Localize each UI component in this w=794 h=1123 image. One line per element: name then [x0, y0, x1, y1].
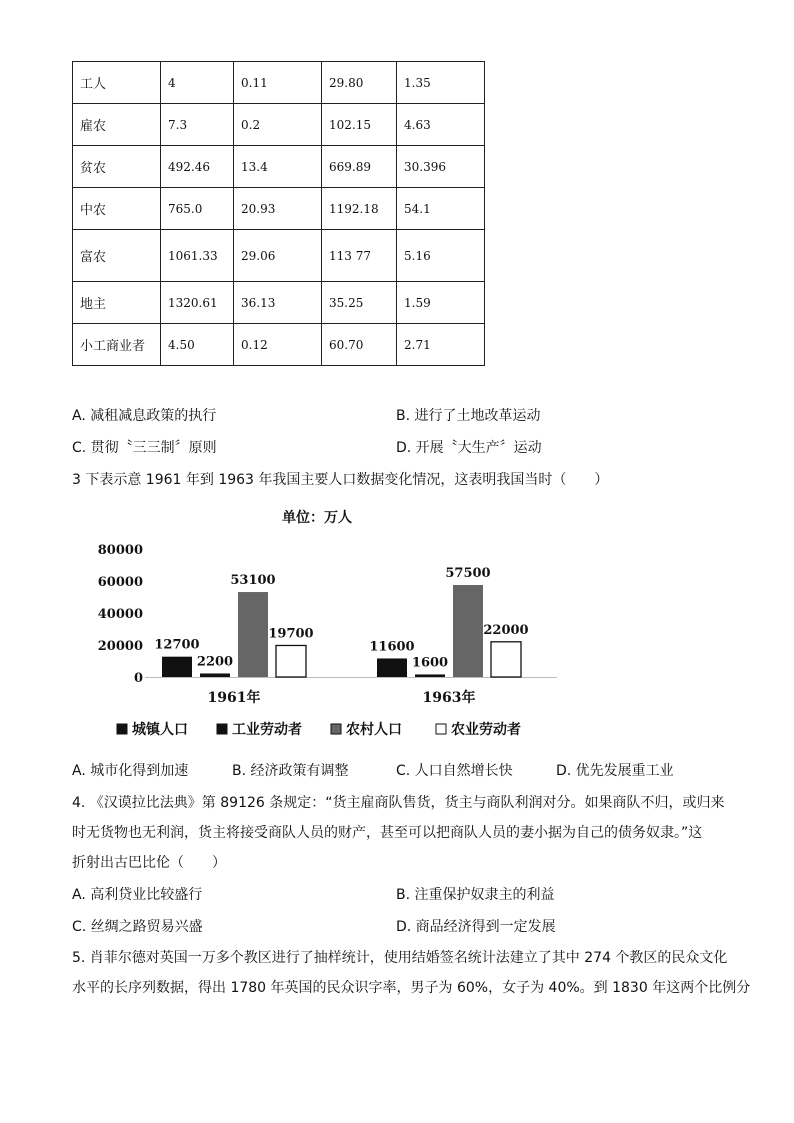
data-label: 2200 — [196, 654, 234, 670]
q4-option-a: A. 高利贷业比较盛行 — [72, 887, 203, 903]
table-cell: 4.63 — [397, 104, 485, 146]
y-tick-label: 80000 — [97, 543, 143, 558]
table-row — [73, 282, 485, 324]
data-label: 53100 — [230, 573, 276, 589]
table-row — [73, 62, 485, 104]
q3-option-c: C. 人口自然增长快 — [396, 763, 513, 779]
data-label: 11600 — [369, 639, 415, 655]
legend-label: 农村人口 — [346, 722, 402, 738]
table-row-label: 富农 — [73, 230, 161, 282]
data-label: 22000 — [483, 622, 529, 638]
q2-option-a: A. 减租减息政策的执行 — [72, 408, 217, 424]
q4-option-b: B. 注重保护奴隶主的利益 — [396, 887, 555, 903]
legend-label: 城镇人口 — [132, 722, 188, 738]
table-cell: 4.50 — [161, 324, 234, 366]
table-cell: 36.13 — [234, 282, 322, 324]
y-tick-label: 40000 — [97, 607, 143, 622]
q5-stem-line-2: 水平的长序列数据，得出 1780 年英国的民众识字率，男子为 60%，女子为 40%。到 1830 年这两个比例分 — [72, 980, 751, 996]
y-tick-label: 20000 — [97, 639, 143, 654]
data-label: 19700 — [268, 626, 314, 642]
data-label: 57500 — [445, 566, 491, 581]
table-row — [73, 146, 485, 188]
table-cell: 1061.33 — [161, 230, 234, 282]
table-cell: 1192.18 — [322, 188, 397, 230]
chart-title: 单位：万人 — [282, 510, 352, 526]
legend-swatch — [117, 724, 127, 734]
x-tick-label: 1961年 — [207, 690, 261, 706]
table-row-label: 中农 — [73, 188, 161, 230]
table-cell: 1.35 — [397, 62, 485, 104]
y-tick-label: 60000 — [97, 575, 143, 590]
table-cell: 20.93 — [234, 188, 322, 230]
data-label: 1600 — [411, 655, 449, 671]
legend-swatch — [331, 724, 341, 734]
bar — [162, 657, 192, 677]
table-cell: 669.89 — [322, 146, 397, 188]
table-cell: 0.11 — [234, 62, 322, 104]
q4-stem-line-1: 4. 《汉谟拉比法典》第 89126 条规定：“货主雇商队售货，货主与商队利润对分。如果商队不归，或归来 — [72, 795, 725, 811]
table-row-label: 工人 — [73, 62, 161, 104]
data-table-container — [72, 61, 485, 366]
table-cell: 30.396 — [397, 146, 485, 188]
bar — [200, 673, 230, 677]
legend-swatch — [436, 724, 446, 734]
q5-stem-line-1: 5. 肖菲尔德对英国一万多个教区进行了抽样统计，使用结婚签名统计法建立了其中 274 个教区的民众文化 — [72, 950, 728, 966]
table-cell: 29.06 — [234, 230, 322, 282]
legend-swatch — [217, 724, 227, 734]
table-cell: 7.3 — [161, 104, 234, 146]
table-cell: 35.25 — [322, 282, 397, 324]
bar — [491, 642, 521, 677]
population-land-table — [72, 61, 485, 366]
table-cell: 4 — [161, 62, 234, 104]
table-cell: 54.1 — [397, 188, 485, 230]
table-row — [73, 230, 485, 282]
table-cell: 60.70 — [322, 324, 397, 366]
legend-label: 农业劳动者 — [451, 722, 521, 738]
table-cell: 492.46 — [161, 146, 234, 188]
bar — [453, 585, 483, 677]
q3-option-b: B. 经济政策有调整 — [232, 763, 349, 779]
table-row — [73, 104, 485, 146]
data-label: 12700 — [154, 637, 200, 653]
table-cell: 1320.61 — [161, 282, 234, 324]
bar — [276, 645, 306, 677]
q3-option-d: D. 优先发展重工业 — [556, 763, 674, 779]
y-tick-label: 0 — [133, 671, 143, 686]
table-row-label: 贫农 — [73, 146, 161, 188]
table-cell: 0.12 — [234, 324, 322, 366]
q4-option-c: C. 丝绸之路贸易兴盛 — [72, 919, 203, 935]
table-cell: 13.4 — [234, 146, 322, 188]
q4-option-d: D. 商品经济得到一定发展 — [396, 919, 556, 935]
table-row-label: 雇农 — [73, 104, 161, 146]
bar — [377, 658, 407, 677]
legend-label: 工业劳动者 — [232, 722, 302, 738]
population-bar-chart — [60, 500, 580, 750]
table-row-label: 小工商业者 — [73, 324, 161, 366]
q4-stem-line-3: 折射出古巴比伦（ ） — [72, 855, 226, 871]
q4-stem-line-2: 时无货物也无利润，货主将接受商队人员的财产，甚至可以把商队人员的妻小据为自己的债务奴隶。”这 — [72, 825, 703, 841]
table-cell: 0.2 — [234, 104, 322, 146]
table-cell: 5.16 — [397, 230, 485, 282]
q2-option-d: D. 开展〝大生产〞运动 — [396, 440, 542, 456]
bar — [415, 674, 445, 677]
table-row-label: 地主 — [73, 282, 161, 324]
table-cell: 29.80 — [322, 62, 397, 104]
table-cell: 113 77 — [322, 230, 397, 282]
table-cell: 2.71 — [397, 324, 485, 366]
table-cell: 765.0 — [161, 188, 234, 230]
x-tick-label: 1963年 — [422, 690, 476, 706]
q3-option-a: A. 城市化得到加速 — [72, 763, 189, 779]
table-row — [73, 188, 485, 230]
q2-option-b: B. 进行了土地改革运动 — [396, 408, 541, 424]
q3-stem: 3 下表示意 1961 年到 1963 年我国主要人口数据变化情况，这表明我国当时（ ） — [72, 472, 609, 488]
table-cell: 1.59 — [397, 282, 485, 324]
bar — [238, 592, 268, 677]
q2-option-c: C. 贯彻〝三三制〞原则 — [72, 440, 217, 456]
table-cell: 102.15 — [322, 104, 397, 146]
table-row — [73, 324, 485, 366]
